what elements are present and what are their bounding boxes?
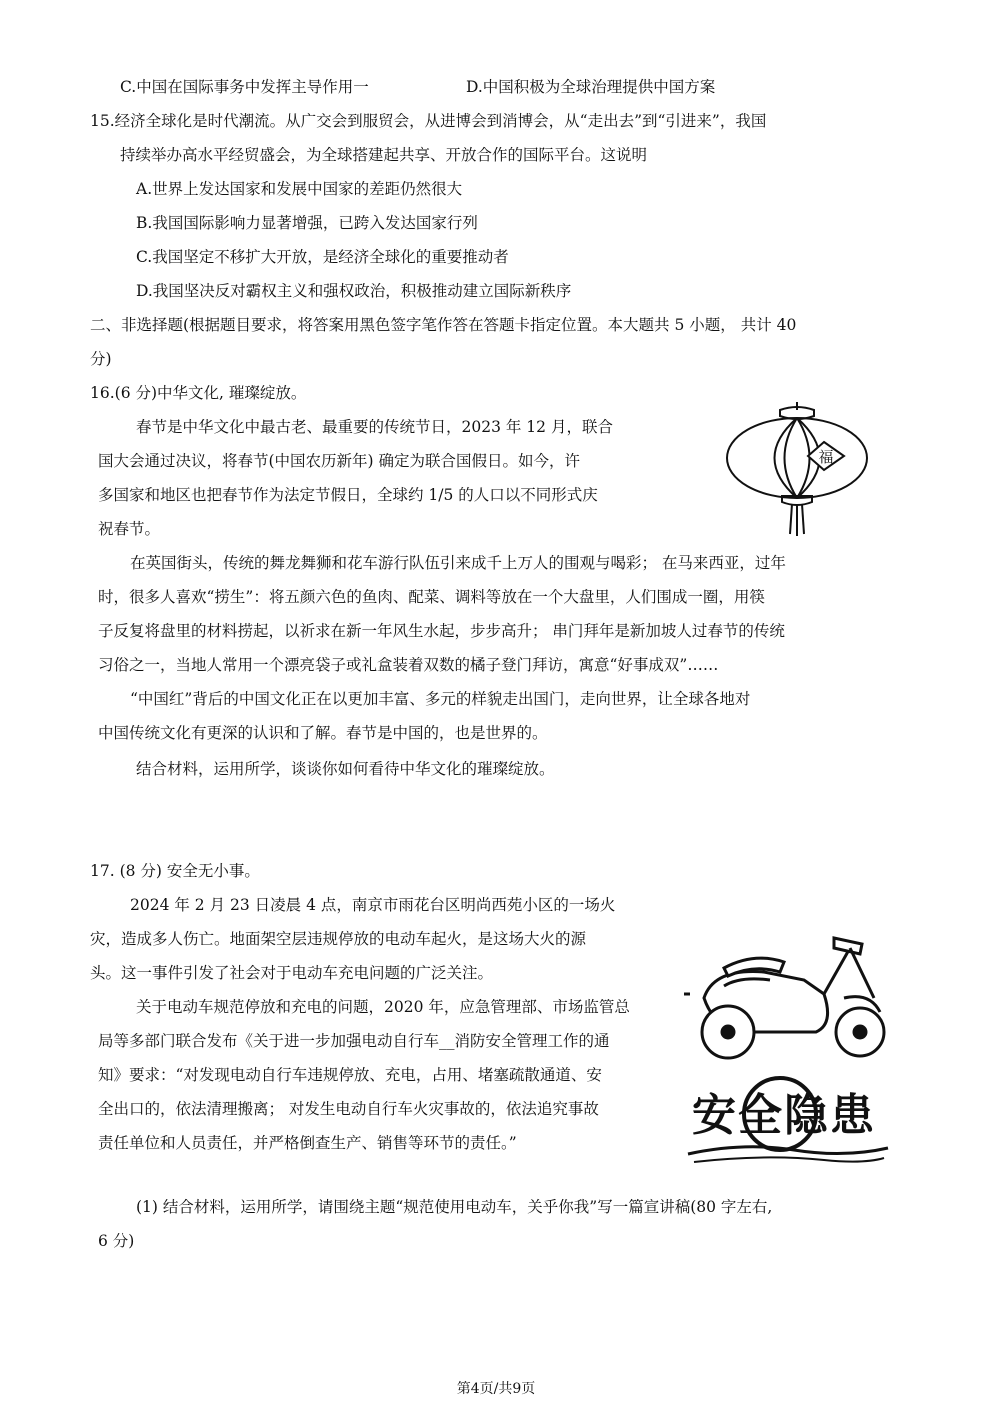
section2-heading: 二、非选择题(根据题目要求，将答案用黑色签字笔作答在答题卡指定位置。本大题共 5 小题， 共计 40 bbox=[90, 316, 797, 334]
q16-p1-line3: 多国家和地区也把春节作为法定节假日，全球约 1/5 的人口以不同形式庆 bbox=[98, 486, 598, 504]
q14-option-d: D.中国积极为全球治理提供中国方案 bbox=[466, 78, 716, 96]
q17-task-1: (1) 结合材料，运用所学，请围绕主题“规范使用电动车，关乎你我”写一篇宣讲稿(80 字左右, bbox=[136, 1198, 773, 1216]
q16-p2-line3: 子反复将盘里的材料捞起，以祈求在新一年风生水起，步步高升； 串门拜年是新加坡人过春节的传统 bbox=[98, 622, 785, 640]
q15-option-d: D.我国坚决反对霸权主义和强权政治，积极推动建立国际新秩序 bbox=[136, 282, 572, 300]
q17-task-1-cont: 6 分) bbox=[98, 1232, 135, 1250]
q17-p2-line5: 责任单位和人员责任，并严格倒查生产、销售等环节的责任。” bbox=[98, 1134, 517, 1152]
q16-p2-line4: 习俗之一，当地人常用一个漂亮袋子或礼盒装着双数的橘子登门拜访，寓意“好事成双”…… bbox=[98, 656, 719, 674]
q17-p2-line2: 局等多部门联合发布《关于进一步加强电动自行车__消防安全管理工作的通 bbox=[98, 1032, 610, 1050]
q17-p2-line4: 全出口的，依法清理搬离； 对发生电动自行车火灾事故的，依法追究事故 bbox=[98, 1100, 599, 1118]
q16-p2-line1: 在英国街头，传统的舞龙舞狮和花车游行队伍引来成千上万人的围观与喝彩； 在马来西亚，过年 bbox=[130, 554, 786, 572]
q16-p2-line2: 时，很多人喜欢“捞生”：将五颜六色的鱼肉、配菜、调料等放在一个大盘里，人们围成一圈，用筷 bbox=[98, 588, 765, 606]
q15-option-a: A.世界上发达国家和发展中国家的差距仍然很大 bbox=[136, 180, 463, 198]
scooter-hazard-illustration bbox=[684, 928, 890, 1166]
safety-hazard-sign-text: 安全隐患 bbox=[692, 1090, 876, 1141]
q16-title: 16.(6 分)中华文化, 璀璨绽放。 bbox=[90, 384, 307, 402]
q16-p1-line4: 祝春节。 bbox=[98, 520, 161, 538]
q15-option-c: C.我国坚定不移扩大开放，是经济全球化的重要推动者 bbox=[136, 248, 509, 266]
q15-stem-line2: 持续举办高水平经贸盛会，为全球搭建起共享、开放合作的国际平台。这说明 bbox=[120, 146, 648, 164]
q16-p3-line2: 中国传统文化有更深的认识和了解。春节是中国的，也是世界的。 bbox=[98, 724, 548, 742]
q15-option-b: B.我国国际影响力显著增强，已跨入发达国家行列 bbox=[136, 214, 478, 232]
q17-p1-line1: 2024 年 2 月 23 日凌晨 4 点，南京市雨花台区明尚西苑小区的一场火 bbox=[130, 896, 616, 914]
q16-p1-line2: 国大会通过决议，将春节(中国农历新年) 确定为联合国假日。如今，许 bbox=[98, 452, 581, 470]
q15-stem-line1: 15.经济全球化是时代潮流。从广交会到服贸会，从进博会到消博会，从“走出去”到“引进来”，我国 bbox=[90, 112, 767, 130]
q16-p3-line1: “中国红”背后的中国文化正在以更加丰富、多元的样貌走出国门，走向世界，让全球各地对 bbox=[130, 690, 751, 708]
section2-heading-cont: 分) bbox=[90, 350, 112, 368]
q17-p2-line1: 关于电动车规范停放和充电的问题，2020 年，应急管理部、市场监管总 bbox=[136, 998, 630, 1016]
q17-p1-line2: 灾，造成多人伤亡。地面架空层违规停放的电动车起火，是这场大火的源 bbox=[90, 930, 587, 948]
lantern-illustration bbox=[722, 400, 872, 540]
q16-task: 结合材料，运用所学，谈谈你如何看待中华文化的璀璨绽放。 bbox=[136, 760, 555, 778]
q17-p1-line3: 头。这一事件引发了社会对于电动车充电问题的广泛关注。 bbox=[90, 964, 494, 982]
q14-option-c: C.中国在国际事务中发挥主导作用一 bbox=[120, 78, 369, 96]
q17-p2-line3: 知》要求：“对发现电动自行车违规停放、充电，占用、堵塞疏散通道、安 bbox=[98, 1066, 602, 1084]
q17-title: 17. (8 分) 安全无小事。 bbox=[90, 862, 260, 880]
lantern-fu-character: 福 bbox=[818, 448, 834, 466]
q16-p1-line1: 春节是中华文化中最古老、最重要的传统节日，2023 年 12 月，联合 bbox=[136, 418, 613, 436]
page-number: 第4页/共9页 bbox=[456, 1381, 536, 1397]
